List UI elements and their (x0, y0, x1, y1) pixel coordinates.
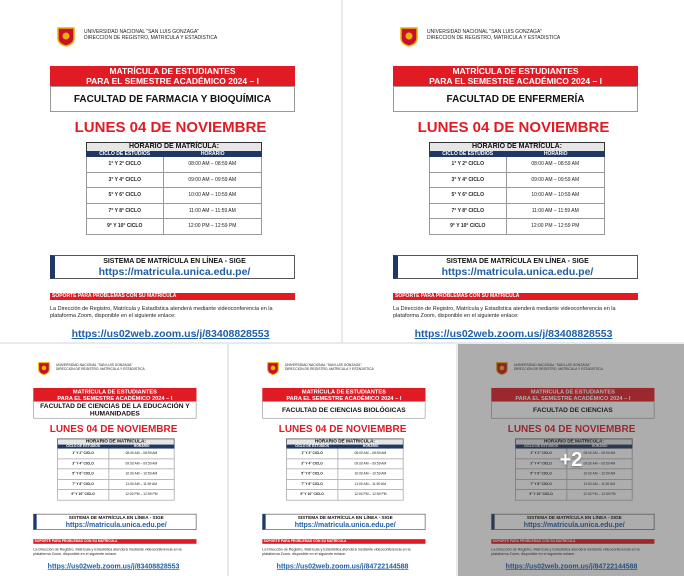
schedule-row: 7° Y 8° CICLO 11:00 AM – 11:59 AM (429, 204, 605, 220)
schedule-title: HORARIO DE MATRÍCULA: (57, 439, 174, 445)
schedule-row: 9° Y 10° CICLO 12:00 PM – 12:59 PM (515, 490, 632, 500)
schedule-row: 5° Y 6° CICLO 10:00 AM – 10:59 AM (515, 469, 632, 479)
schedule-row: 1° Y 2° CICLO 08:00 AM – 08:59 AM (429, 157, 605, 173)
gallery-image-5[interactable] (458, 344, 684, 576)
schedule-row: 3° Y 4° CICLO 09:00 AM – 09:59 AM (515, 459, 632, 469)
schedule-row: 1° Y 2° CICLO 08:00 AM – 08:59 AM (515, 449, 632, 459)
more-images-count: +2 (559, 448, 583, 471)
university-name: UNIVERSIDAD NACIONAL "SAN LUIS GONZAGA" (513, 363, 591, 368)
university-name: UNIVERSIDAD NACIONAL "SAN LUIS GONZAGA" (55, 363, 133, 368)
enrollment-date: LUNES 04 DE NOVIEMBRE (49, 423, 178, 435)
schedule-row: 3° Y 4° CICLO 09:00 AM – 09:59 AM (86, 173, 262, 189)
university-header (266, 361, 426, 377)
support-title: SOPORTE PARA PROBLEMAS CON SU MATRÍCULA (393, 293, 638, 300)
support-text: La Dirección de Registro, Matrícula y Estadística atenderá mediante videoconferencia en la plataforma Zoom, disponible en el siguiente enlace: (393, 306, 616, 319)
schedule-row: 9° Y 10° CICLO 12:00 PM – 12:59 PM (86, 219, 262, 235)
university-name: UNIVERSIDAD NACIONAL "SAN LUIS GONZAGA" (84, 29, 200, 35)
gallery-image-3[interactable] (0, 344, 227, 576)
schedule-header: CICLO DE ESTUDIOS HORARIO (429, 151, 605, 157)
schedule-row: 5° Y 6° CICLO 10:00 AM – 10:59 AM (57, 469, 174, 479)
faculty-name: FACULTAD DE FARMACIA Y BIOQUÍMICA (50, 86, 295, 112)
system-link: https://matricula.unica.edu.pe/ (65, 521, 167, 530)
schedule-header: CICLO DE ESTUDIOS HORARIO (57, 445, 174, 449)
schedule-row: 1° Y 2° CICLO 08:00 AM – 08:59 AM (86, 157, 262, 173)
schedule-row: 7° Y 8° CICLO 11:00 AM – 11:59 AM (86, 204, 262, 220)
schedule-row: 3° Y 4° CICLO 09:00 AM – 09:59 AM (57, 459, 174, 469)
zoom-link: https://us02web.zoom.us/j/83408828553 (414, 328, 613, 340)
schedule-title: HORARIO DE MATRÍCULA: (515, 439, 632, 445)
support-title: SOPORTE PARA PROBLEMAS CON SU MATRÍCULA (50, 293, 295, 300)
support-text: La Dirección de Registro, Matrícula y Estadística atenderá mediante videoconferencia en la plataforma Zoom, disponible en el siguiente enlace: (491, 547, 640, 557)
schedule-row: 5° Y 6° CICLO 10:00 AM – 10:59 AM (86, 188, 262, 204)
schedule-row: 7° Y 8° CICLO 11:00 AM – 11:59 AM (57, 480, 174, 490)
university-name: UNIVERSIDAD NACIONAL "SAN LUIS GONZAGA" (427, 29, 543, 35)
university-header (399, 25, 639, 49)
university-logo-icon (37, 361, 50, 376)
gallery-image-1[interactable] (0, 0, 341, 342)
system-box: SISTEMA DE MATRÍCULA EN LÍNEA - SIGE https://matricula.unica.edu.pe/ (33, 514, 196, 530)
university-header (37, 361, 197, 377)
schedule-title: HORARIO DE MATRÍCULA: (86, 142, 262, 151)
schedule-header: CICLO DE ESTUDIOS HORARIO (515, 445, 632, 449)
support-title: SOPORTE PARA PROBLEMAS CON SU MATRÍCULA (262, 539, 425, 544)
faculty-name: FACULTAD DE CIENCIAS BIOLÓGICAS (262, 401, 425, 418)
office-name: DIRECCION DE REGISTRO, MATRICULA Y ESTADISTICA (284, 367, 374, 372)
zoom-link: https://us02web.zoom.us/j/83408828553 (71, 328, 270, 340)
enrollment-banner: MATRÍCULA DE ESTUDIANTES PARA EL SEMESTRE ACADÉMICO 2024 – I (33, 388, 196, 401)
enrollment-banner: MATRÍCULA DE ESTUDIANTES PARA EL SEMESTRE ACADÉMICO 2024 – I (491, 388, 654, 401)
office-name: DIRECCION DE REGISTRO, MATRICULA Y ESTADISTICA (513, 367, 603, 372)
schedule-row: 7° Y 8° CICLO 11:00 AM – 11:59 AM (286, 480, 403, 490)
university-logo-icon (266, 361, 279, 376)
zoom-link: https://us02web.zoom.us/j/84722144588 (505, 562, 638, 571)
zoom-link: https://us02web.zoom.us/j/83408828553 (47, 562, 180, 571)
enrollment-date: LUNES 04 DE NOVIEMBRE (278, 423, 407, 435)
schedule-header: CICLO DE ESTUDIOS HORARIO (86, 151, 262, 157)
schedule-row: 5° Y 6° CICLO 10:00 AM – 10:59 AM (286, 469, 403, 479)
enrollment-date: LUNES 04 DE NOVIEMBRE (417, 119, 610, 136)
more-images-overlay[interactable] (458, 344, 684, 576)
faculty-name: FACULTAD DE ENFERMERÍA (393, 86, 638, 112)
flyer (0, 344, 227, 572)
enrollment-banner: MATRÍCULA DE ESTUDIANTES PARA EL SEMESTRE ACADÉMICO 2024 – I (393, 66, 638, 86)
schedule-table (86, 142, 262, 235)
schedule-header: CICLO DE ESTUDIOS HORARIO (286, 445, 403, 449)
schedule-row: 1° Y 2° CICLO 08:00 AM – 08:59 AM (286, 449, 403, 459)
gallery-image-2[interactable] (343, 0, 684, 342)
schedule-row: 9° Y 10° CICLO 12:00 PM – 12:59 PM (429, 219, 605, 235)
support-title: SOPORTE PARA PROBLEMAS CON SU MATRÍCULA (491, 539, 654, 544)
system-link: https://matricula.unica.edu.pe/ (294, 521, 396, 530)
schedule-title: HORARIO DE MATRÍCULA: (429, 142, 605, 151)
support-text: La Dirección de Registro, Matrícula y Estadística atenderá mediante videoconferencia en la plataforma Zoom, disponible en el siguiente enlace: (262, 547, 411, 557)
support-text: La Dirección de Registro, Matrícula y Estadística atenderá mediante videoconferencia en la plataforma Zoom, disponible en el siguiente enlace: (50, 306, 273, 319)
schedule-row: 1° Y 2° CICLO 08:00 AM – 08:59 AM (57, 449, 174, 459)
university-name: UNIVERSIDAD NACIONAL "SAN LUIS GONZAGA" (284, 363, 362, 368)
schedule-row: 7° Y 8° CICLO 11:00 AM – 11:59 AM (515, 480, 632, 490)
enrollment-banner: MATRÍCULA DE ESTUDIANTES PARA EL SEMESTRE ACADÉMICO 2024 – I (50, 66, 295, 86)
zoom-link: https://us02web.zoom.us/j/84722144588 (276, 562, 409, 571)
system-link: https://matricula.unica.edu.pe/ (98, 266, 251, 278)
schedule-title: HORARIO DE MATRÍCULA: (286, 439, 403, 445)
system-link: https://matricula.unica.edu.pe/ (523, 521, 625, 530)
gallery-image-4[interactable] (229, 344, 456, 576)
enrollment-date: LUNES 04 DE NOVIEMBRE (507, 423, 636, 435)
schedule-row: 3° Y 4° CICLO 09:00 AM – 09:59 AM (286, 459, 403, 469)
system-box: SISTEMA DE MATRÍCULA EN LÍNEA - SIGE https://matricula.unica.edu.pe/ (50, 255, 295, 279)
system-link: https://matricula.unica.edu.pe/ (441, 266, 594, 278)
enrollment-date: LUNES 04 DE NOVIEMBRE (74, 119, 267, 136)
university-logo-icon (56, 25, 76, 47)
support-title: SOPORTE PARA PROBLEMAS CON SU MATRÍCULA (33, 539, 196, 544)
office-name: DIRECCION DE REGISTRO, MATRICULA Y ESTADISTICA (84, 35, 218, 41)
system-box: SISTEMA DE MATRÍCULA EN LÍNEA - SIGE https://matricula.unica.edu.pe/ (393, 255, 638, 279)
enrollment-banner: MATRÍCULA DE ESTUDIANTES PARA EL SEMESTRE ACADÉMICO 2024 – I (262, 388, 425, 401)
flyer (0, 0, 341, 342)
schedule-row: 9° Y 10° CICLO 12:00 PM – 12:59 PM (57, 490, 174, 500)
university-logo-icon (399, 25, 419, 47)
support-text: La Dirección de Registro, Matrícula y Estadística atenderá mediante videoconferencia en la plataforma Zoom, disponible en el siguiente enlace: (33, 547, 182, 557)
office-name: DIRECCION DE REGISTRO, MATRICULA Y ESTADISTICA (55, 367, 145, 372)
schedule-row: 5° Y 6° CICLO 10:00 AM – 10:59 AM (429, 188, 605, 204)
system-box: SISTEMA DE MATRÍCULA EN LÍNEA - SIGE https://matricula.unica.edu.pe/ (491, 514, 654, 530)
schedule-table (286, 439, 403, 501)
faculty-name: FACULTAD DE CIENCIAS (491, 401, 654, 418)
flyer (229, 344, 456, 572)
office-name: DIRECCION DE REGISTRO, MATRICULA Y ESTADISTICA (427, 35, 561, 41)
schedule-table (57, 439, 174, 501)
flyer (343, 0, 684, 342)
schedule-row: 3° Y 4° CICLO 09:00 AM – 09:59 AM (429, 173, 605, 189)
system-box: SISTEMA DE MATRÍCULA EN LÍNEA - SIGE https://matricula.unica.edu.pe/ (262, 514, 425, 530)
faculty-name: FACULTAD DE CIENCIAS DE LA EDUCACIÓN Y HUMANIDADES (33, 401, 196, 418)
university-header (56, 25, 296, 49)
schedule-table (429, 142, 605, 235)
schedule-row: 9° Y 10° CICLO 12:00 PM – 12:59 PM (286, 490, 403, 500)
